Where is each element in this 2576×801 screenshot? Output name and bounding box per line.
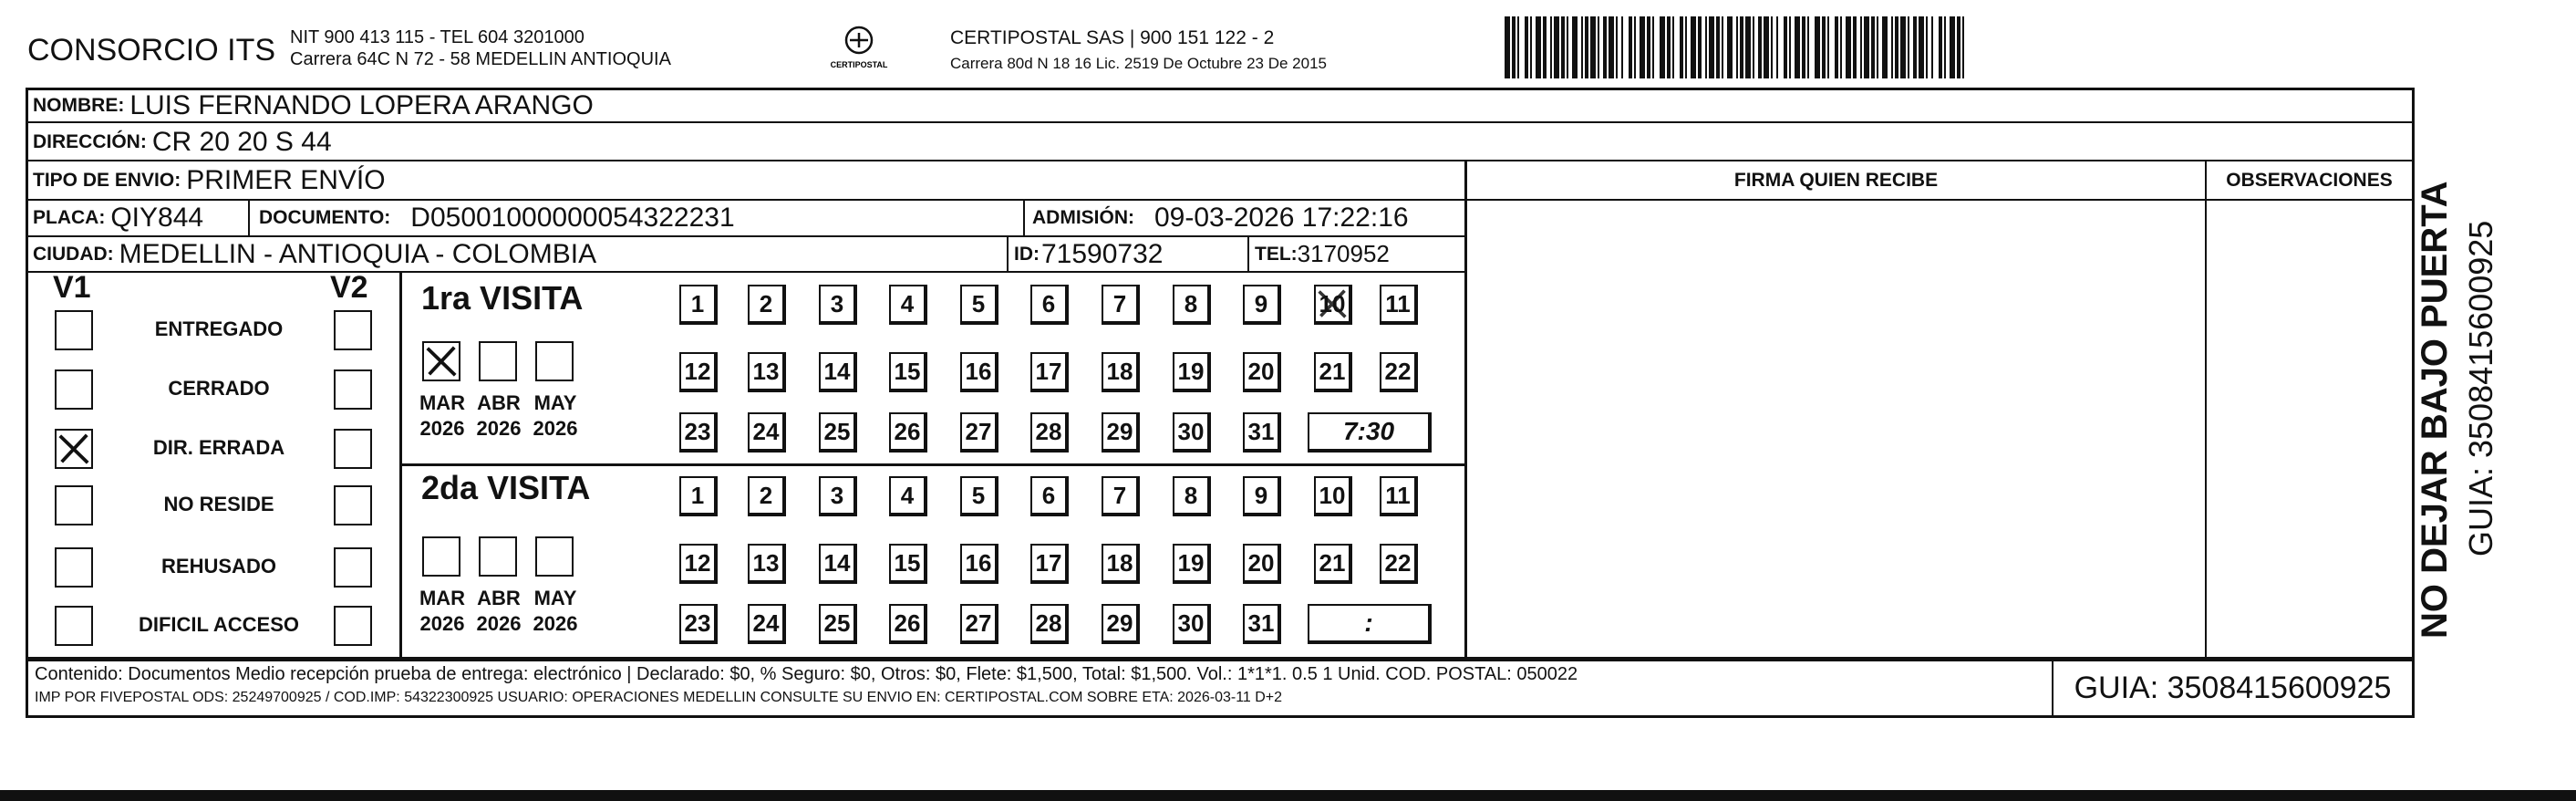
day-box[interactable] xyxy=(679,412,718,453)
certipostal-logo xyxy=(813,24,905,75)
day-number: 11 xyxy=(1385,481,1411,509)
month-label: MAR xyxy=(419,391,466,414)
time-box[interactable]: 7:30 xyxy=(1308,412,1432,453)
day-number: 16 xyxy=(965,357,992,385)
day-number: 24 xyxy=(752,609,780,637)
day-number: 3 xyxy=(830,481,844,509)
status-label: NO RESIDE xyxy=(163,493,274,515)
day-box[interactable] xyxy=(889,285,927,325)
city-label: CIUDAD: xyxy=(33,243,114,265)
observations-header: OBSERVACIONES xyxy=(2226,170,2393,191)
day-number: 29 xyxy=(1106,417,1133,445)
v1-header: V1 xyxy=(53,270,91,305)
id-label: ID: xyxy=(1014,243,1040,265)
address-label: DIRECCIÓN: xyxy=(33,131,147,152)
day-number: 1 xyxy=(690,481,705,509)
day-box[interactable] xyxy=(1314,352,1352,392)
month-label: MAY xyxy=(533,391,577,414)
tel-value: 3170952 xyxy=(1297,240,1390,267)
v1-checkbox[interactable] xyxy=(55,369,93,410)
day-box[interactable] xyxy=(1173,544,1211,584)
day-number: 3 xyxy=(830,289,844,317)
day-number: 7 xyxy=(1112,289,1127,317)
tel-label: TEL: xyxy=(1255,243,1298,265)
year-label: 2026 xyxy=(476,612,522,635)
month-checkbox[interactable] xyxy=(422,341,460,381)
status-label: ENTREGADO xyxy=(154,317,284,340)
day-number: 7 xyxy=(1112,481,1127,509)
day-number: 13 xyxy=(752,548,780,577)
day-box[interactable] xyxy=(679,604,718,644)
admission-cell xyxy=(1032,201,1409,235)
day-number: 17 xyxy=(1035,357,1062,385)
day-box[interactable] xyxy=(960,604,998,644)
day-number: 20 xyxy=(1247,548,1275,577)
admission-label: ADMISIÓN: xyxy=(1032,207,1134,228)
address-row xyxy=(33,124,332,161)
day-box[interactable] xyxy=(1102,604,1140,644)
document-cell xyxy=(259,201,735,235)
month-checkbox[interactable] xyxy=(535,341,574,381)
day-number: 9 xyxy=(1254,289,1268,317)
recipient-name: LUIS FERNANDO LOPERA ARANGO xyxy=(129,90,594,120)
day-number: 6 xyxy=(1041,481,1056,509)
day-box[interactable] xyxy=(1030,352,1069,392)
day-box[interactable] xyxy=(1314,476,1352,516)
time-box[interactable]: : xyxy=(1308,604,1432,644)
status-label: DIFICIL ACCESO xyxy=(138,613,299,636)
check-x-icon xyxy=(424,343,459,380)
day-number: 22 xyxy=(1384,357,1412,385)
day-number: 2 xyxy=(759,481,773,509)
city-cell xyxy=(33,237,596,271)
month-checkbox[interactable] xyxy=(535,536,574,577)
v2-checkbox[interactable] xyxy=(334,547,372,588)
day-box[interactable] xyxy=(819,476,857,516)
day-number: 24 xyxy=(752,417,780,445)
day-number: 20 xyxy=(1247,357,1275,385)
year-label: 2026 xyxy=(419,612,465,635)
signature-header: FIRMA QUIEN RECIBE xyxy=(1733,170,1939,191)
day-number: 1 xyxy=(690,289,705,317)
check-x-icon xyxy=(1316,286,1349,321)
day-box[interactable] xyxy=(960,544,998,584)
month-label: ABR xyxy=(477,587,521,609)
day-number: 9 xyxy=(1254,481,1268,509)
company-address: Carrera 64C N 72 - 58 MEDELLIN ANTIOQUIA xyxy=(290,49,671,69)
day-box[interactable] xyxy=(1102,544,1140,584)
month-label: MAR xyxy=(419,587,466,609)
day-box[interactable] xyxy=(889,604,927,644)
day-box[interactable] xyxy=(1380,476,1418,516)
v2-checkbox[interactable] xyxy=(334,606,372,646)
month-label: MAY xyxy=(533,587,577,609)
v1-checkbox[interactable] xyxy=(55,485,93,525)
day-box[interactable] xyxy=(748,285,786,325)
v2-header: V2 xyxy=(330,270,368,305)
day-number: 10 xyxy=(1319,289,1346,317)
day-number: 18 xyxy=(1106,357,1133,385)
day-box[interactable] xyxy=(889,412,927,453)
day-number: 8 xyxy=(1184,289,1198,317)
v1-checkbox[interactable] xyxy=(55,429,93,469)
day-number: 6 xyxy=(1041,289,1056,317)
day-box[interactable] xyxy=(1030,544,1069,584)
day-number: 14 xyxy=(823,357,851,385)
recipient-address: CR 20 20 S 44 xyxy=(151,127,332,157)
shipment-type: PRIMER ENVÍO xyxy=(186,165,386,195)
day-number: 27 xyxy=(965,417,992,445)
day-box[interactable] xyxy=(1243,476,1281,516)
day-box[interactable] xyxy=(748,476,786,516)
day-number: 21 xyxy=(1319,357,1346,385)
day-box[interactable] xyxy=(1243,352,1281,392)
day-box[interactable] xyxy=(889,352,927,392)
day-number: 11 xyxy=(1385,289,1411,317)
day-box[interactable] xyxy=(1243,285,1281,325)
day-number: 25 xyxy=(823,417,851,445)
day-box[interactable] xyxy=(889,476,927,516)
v2-checkbox[interactable] xyxy=(334,429,372,469)
month-label: ABR xyxy=(477,391,521,414)
v2-checkbox[interactable] xyxy=(334,369,372,410)
day-number: 23 xyxy=(684,609,711,637)
day-number: 5 xyxy=(971,481,986,509)
admission-value: 09-03-2026 17:22:16 xyxy=(1154,203,1409,233)
day-box[interactable] xyxy=(960,285,998,325)
footer-content: Contenido: Documentos Medio recepción prueba de entrega: electrónico | Declarado: $0, % Seguro: $0, Otros: $0, Flete: $1,500, Total: $1,500. Vol.: 1*1*1. 0.5 1 Unid. COD. POSTAL: 050022 xyxy=(35,664,1578,684)
side-guia: GUIA: 3508415600925 xyxy=(2462,220,2499,557)
day-box[interactable] xyxy=(1314,285,1352,325)
v1-checkbox[interactable] xyxy=(55,547,93,588)
logo-text: CERTIPOSTAL xyxy=(830,60,888,69)
footer-imp: IMP POR FIVEPOSTAL ODS: 25249700925 / COD.IMP: 54322300925 USUARIO: OPERACIONES MEDELLIN CONSULTE SU ENVIO EN: CERTIPOSTAL.COM SOBRE ETA: 2026-03-11 D+2 xyxy=(35,690,1283,705)
plate-value: QIY844 xyxy=(110,203,204,233)
year-label: 2026 xyxy=(419,417,465,440)
day-box[interactable] xyxy=(679,285,718,325)
day-box[interactable] xyxy=(1173,476,1211,516)
day-number: 29 xyxy=(1106,609,1133,637)
first-visit-title: 1ra VISITA xyxy=(421,279,584,317)
day-number: 17 xyxy=(1035,548,1062,577)
day-box[interactable] xyxy=(960,352,998,392)
day-box[interactable] xyxy=(1030,476,1069,516)
document-label: DOCUMENTO: xyxy=(259,207,391,228)
id-cell xyxy=(1014,237,1163,271)
day-box[interactable] xyxy=(960,476,998,516)
day-number: 16 xyxy=(965,548,992,577)
type-row xyxy=(33,162,386,199)
status-label: CERRADO xyxy=(168,377,270,400)
day-box[interactable] xyxy=(1030,412,1069,453)
day-number: 2 xyxy=(759,289,773,317)
day-box[interactable] xyxy=(1173,352,1211,392)
check-x-icon xyxy=(57,431,91,467)
day-number: 27 xyxy=(965,609,992,637)
day-box[interactable] xyxy=(1243,412,1281,453)
day-box[interactable] xyxy=(1102,476,1140,516)
day-number: 13 xyxy=(752,357,780,385)
company-name: CONSORCIO ITS xyxy=(27,33,276,68)
type-label: TIPO DE ENVIO: xyxy=(33,170,181,191)
day-box[interactable] xyxy=(819,604,857,644)
day-number: 25 xyxy=(823,609,851,637)
day-box[interactable] xyxy=(1243,604,1281,644)
day-box[interactable] xyxy=(679,352,718,392)
day-number: 15 xyxy=(894,548,921,577)
side-warning: NO DEJAR BAJO PUERTA xyxy=(2415,181,2455,639)
day-box[interactable] xyxy=(1380,352,1418,392)
day-number: 10 xyxy=(1319,481,1346,509)
second-visit-title: 2da VISITA xyxy=(421,469,591,506)
day-number: 14 xyxy=(823,548,851,577)
carrier-address: Carrera 80d N 18 16 Lic. 2519 De Octubre 23 De 2015 xyxy=(950,55,1327,72)
day-box[interactable] xyxy=(1314,544,1352,584)
day-number: 15 xyxy=(894,357,921,385)
day-box[interactable] xyxy=(1380,285,1418,325)
month-checkbox[interactable] xyxy=(479,536,517,577)
day-number: 19 xyxy=(1177,357,1205,385)
day-box[interactable] xyxy=(889,544,927,584)
day-number: 26 xyxy=(894,417,921,445)
day-box[interactable] xyxy=(748,352,786,392)
day-box[interactable] xyxy=(960,412,998,453)
day-box[interactable] xyxy=(679,476,718,516)
day-box[interactable] xyxy=(1030,285,1069,325)
day-box[interactable] xyxy=(679,544,718,584)
barcode xyxy=(1505,16,2234,78)
day-number: 28 xyxy=(1035,609,1062,637)
day-box[interactable] xyxy=(1173,285,1211,325)
name-row xyxy=(33,89,594,122)
footer-guia: GUIA: 3508415600925 xyxy=(2074,670,2392,705)
day-number: 30 xyxy=(1177,417,1205,445)
day-box[interactable] xyxy=(819,544,857,584)
day-number: 30 xyxy=(1177,609,1205,637)
status-label: REHUSADO xyxy=(161,555,276,577)
day-number: 18 xyxy=(1106,548,1133,577)
day-box[interactable] xyxy=(748,544,786,584)
day-number: 12 xyxy=(684,357,711,385)
name-label: NOMBRE: xyxy=(33,95,125,116)
day-number: 31 xyxy=(1247,609,1275,637)
v2-checkbox[interactable] xyxy=(334,310,372,350)
plate-cell xyxy=(33,201,203,235)
day-box[interactable] xyxy=(819,285,857,325)
year-label: 2026 xyxy=(533,417,578,440)
year-label: 2026 xyxy=(476,417,522,440)
v1-checkbox[interactable] xyxy=(55,606,93,646)
day-box[interactable] xyxy=(1102,285,1140,325)
day-number: 19 xyxy=(1177,548,1205,577)
company-nit: NIT 900 413 115 - TEL 604 3201000 xyxy=(290,27,585,47)
day-number: 22 xyxy=(1384,548,1412,577)
v2-checkbox[interactable] xyxy=(334,485,372,525)
day-box[interactable] xyxy=(1173,412,1211,453)
day-number: 23 xyxy=(684,417,711,445)
day-box[interactable] xyxy=(1102,412,1140,453)
month-checkbox[interactable] xyxy=(422,536,460,577)
day-number: 26 xyxy=(894,609,921,637)
day-number: 8 xyxy=(1184,481,1198,509)
id-value: 71590732 xyxy=(1041,238,1164,269)
carrier-name: CERTIPOSTAL SAS | 900 151 122 - 2 xyxy=(950,27,1275,48)
day-number: 5 xyxy=(971,289,986,317)
v1-checkbox[interactable] xyxy=(55,310,93,350)
city-value: MEDELLIN - ANTIOQUIA - COLOMBIA xyxy=(119,238,597,269)
day-box[interactable] xyxy=(819,412,857,453)
day-box[interactable] xyxy=(748,604,786,644)
day-number: 4 xyxy=(900,289,915,317)
status-label: DIR. ERRADA xyxy=(152,436,285,459)
day-number: 31 xyxy=(1247,417,1275,445)
day-box[interactable] xyxy=(1030,604,1069,644)
day-number: 28 xyxy=(1035,417,1062,445)
plate-label: PLACA: xyxy=(33,207,106,228)
day-number: 12 xyxy=(684,548,711,577)
document-value: D05001000000054322231 xyxy=(410,203,735,233)
day-number: 4 xyxy=(900,481,915,509)
day-box[interactable] xyxy=(819,352,857,392)
tel-cell xyxy=(1255,237,1390,271)
day-box[interactable] xyxy=(748,412,786,453)
day-number: 21 xyxy=(1319,548,1346,577)
day-box[interactable] xyxy=(1380,544,1418,584)
month-checkbox[interactable] xyxy=(479,341,517,381)
day-box[interactable] xyxy=(1102,352,1140,392)
year-label: 2026 xyxy=(533,612,578,635)
day-box[interactable] xyxy=(1173,604,1211,644)
day-box[interactable] xyxy=(1243,544,1281,584)
